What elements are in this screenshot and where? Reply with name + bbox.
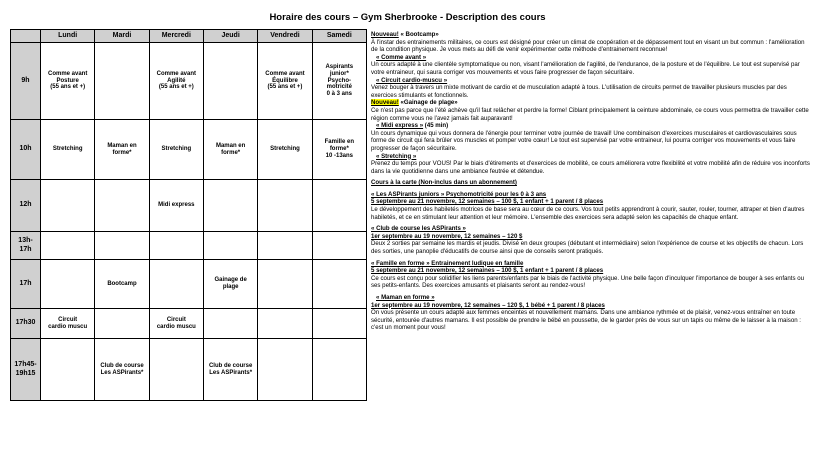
midi-duration: (45 min)	[423, 122, 449, 130]
class-cell	[41, 260, 95, 309]
class-cell: Comme avant Agilité (55 ans et +)	[149, 43, 203, 120]
page-title: Horaire des cours – Gym Sherbrooke - Description des cours	[269, 12, 546, 23]
gainage-text: Ce n'est pas parce que l'été achève qu'il faut relâcher et perdre la forme! Ciblant principalement la ceinture abdominale, ce cours vous permettra de travailler cette région comme vous ne l'avez jamais fait auparavant!	[371, 106, 809, 122]
bootcamp-text: À l'instar des entrainements militaires, ce cours est désigné pour créer un climat de coopération et de dépassement tout en visant un but commun : l'amélioration de la condition physique. Je vous mets au défi de venir expérimenter cette méthode d'entrainement reconnue!	[371, 38, 805, 54]
class-cell	[258, 260, 312, 309]
time-cell: 10h	[11, 120, 41, 180]
gainage-heading	[371, 99, 811, 107]
time-cell: 17h30	[11, 309, 41, 339]
circuit-title: « Circuit cardio-muscu »	[376, 76, 448, 84]
class-cell	[203, 309, 257, 339]
schedule-row	[11, 309, 367, 339]
schedule-row	[11, 339, 367, 401]
gainage-title: «Gainage de plage»	[398, 99, 458, 107]
class-cell	[41, 339, 95, 401]
time-cell: 17h45- 19h15	[11, 339, 41, 401]
famille-title: « Famille en forme » Entrainement ludique en famille	[371, 259, 524, 267]
class-cell: Club de course Les ASPirants*	[95, 339, 149, 401]
time-cell: 9h	[11, 43, 41, 120]
schedule-table	[10, 29, 367, 401]
asp-junior-title: « Les ASPirants juniors » Psychomotricité pour les 0 à 3 ans	[371, 190, 547, 198]
class-cell: Comme avant Posture (55 ans et +)	[41, 43, 95, 120]
bootcamp-heading	[371, 31, 811, 39]
famille-text: Ce cours est conçu pour solidifier les liens parents/enfants par le biais de l'activité physique. Une belle façon d'inculquer l'importance de bouger à ses enfants ou ses petits-enfants. Des exercices amusants et plaisants seront au rendez-vous!	[371, 274, 805, 290]
stretching-title: « Stretching »	[376, 152, 417, 160]
course-descriptions	[371, 31, 811, 332]
class-cell: Club de course Les ASPirants*	[203, 339, 257, 401]
schedule-row	[11, 43, 367, 120]
class-cell	[312, 232, 366, 260]
class-cell	[258, 232, 312, 260]
class-cell: Stretching	[149, 120, 203, 180]
club-title: « Club de course les ASPirants »	[371, 225, 466, 233]
asp-junior-dates: 5 septembre au 21 novembre, 12 semaines – 100 $, 1 enfant + 1 parent / 8 places	[371, 198, 604, 206]
class-cell	[41, 180, 95, 232]
day-header: Samedi	[312, 30, 366, 43]
time-cell: 13h- 17h	[11, 232, 41, 260]
day-header: Jeudi	[203, 30, 257, 43]
midi-heading	[371, 122, 811, 130]
class-cell	[149, 260, 203, 309]
famille-dates: 5 septembre au 21 novembre, 12 semaines – 100 $, 1 enfant + 1 parent / 8 places	[371, 267, 604, 275]
class-cell	[95, 180, 149, 232]
club-text: Deux 2 sorties par semaine les mardis et jeudis. Divisé en deux groupes (débutant et intermédiaire) selon l'expérience de course et les objectifs de chacun. Lors des sorties, une panoplie d'éducatifs de course ainsi que de conseils seront pratiqués.	[371, 240, 804, 256]
class-cell	[312, 260, 366, 309]
class-cell: Circuit cardio muscu	[149, 309, 203, 339]
class-cell	[203, 43, 257, 120]
class-cell	[203, 180, 257, 232]
day-header: Mardi	[95, 30, 149, 43]
class-cell: Midi express	[149, 180, 203, 232]
maman-title: « Maman en forme »	[376, 294, 435, 301]
schedule-row	[11, 232, 367, 260]
club-dates: 1er septembre au 19 novembre, 12 semaines – 120 $	[371, 232, 523, 240]
class-cell: Bootcamp	[95, 260, 149, 309]
comme-avant-text: Un cours adapté à une clientèle symptomatique ou non, visant l'amélioration de l'agilité, de l'endurance, de la posture et de l'équilibre. Le tout est supervisé par votre entraineur, qui saura corriger vos mouvements et vous faire progresser de façon sécuritaire.	[371, 61, 800, 76]
class-cell	[149, 339, 203, 401]
class-cell	[312, 180, 366, 232]
class-cell: Aspirants junior* Psycho- motricité 0 à 3 ans	[312, 43, 366, 120]
time-cell: 17h	[11, 260, 41, 309]
new-label: Nouveau!	[371, 31, 399, 38]
time-cell: 12h	[11, 180, 41, 232]
class-cell: Circuit cardio muscu	[41, 309, 95, 339]
class-cell: Gainage de plage	[203, 260, 257, 309]
maman-text: On vous présente un cours adapté aux femmes enceintes et nouvellement mamans. Dans une ambiance rythmée et de plaisir, venez-vous entraîner en toute sécurité, entourée d'autres mamans. Il est possible de prendre le bébé en poussette, de le garder près de vous sur un tapis ou même de le laisser à la maison : c'est un moment pour vous!	[371, 309, 801, 332]
class-cell: Stretching	[258, 120, 312, 180]
asp-junior-text: Le développement des habiletés motrices de base sera au cœur de ce cours. Vos tout petits apprendront à courir, sauter, rouler, tourner, attraper et bien d'autres habiletés, et ce en stimulant leur attention et leur mémoire. L'ensemble des exercices sera adapté selon les capacités de chaque enfant.	[371, 206, 805, 221]
stretching-text: Prenez du temps pour VOUS! Par le biais d'étirements et d'exercices de mobilité, ce cours améliorera votre flexibilité et votre mobilité afin de réduire vos inconforts dans la vie quotidienne dans une ambiance feutrée et détendue.	[371, 160, 810, 175]
class-cell	[203, 232, 257, 260]
class-cell	[312, 339, 366, 401]
class-cell: Famille en forme* 10 -13ans	[312, 120, 366, 180]
circuit-text: Venez bouger à travers un mixte motivant de cardio et de musculation adapté à tous. L'utilisation de circuits permet de travailler plusieurs muscles par des exercices stimulants et fonctionnels.	[371, 84, 787, 99]
schedule-row	[11, 260, 367, 309]
class-cell	[95, 232, 149, 260]
new-label: Nouveau!	[371, 99, 399, 107]
class-cell: Stretching	[41, 120, 95, 180]
midi-text: Un cours dynamique qui vous donnera de l'énergie pour terminer votre journée de travail! Une combinaison d'exercices musculaires et cardiovasculaires sous forme de circuit qui fera brûler vos muscles et pomper votre cœur! Le tout est supervisé par votre entraineur, lui pourra corriger vos mouvements et vous faire progresser de façon sécuritaire.	[371, 129, 797, 152]
day-header: Mercredi	[149, 30, 203, 43]
class-cell: Comme avant Équilibre (55 ans et +)	[258, 43, 312, 120]
midi-title: « Midi express »	[376, 122, 424, 130]
class-cell	[41, 232, 95, 260]
day-header: Vendredi	[258, 30, 312, 43]
schedule-header-row	[11, 30, 367, 43]
class-cell	[258, 339, 312, 401]
class-cell	[95, 309, 149, 339]
day-header: Lundi	[41, 30, 95, 43]
bootcamp-title: « Bootcamp»	[398, 31, 439, 38]
carte-heading: Cours à la carte (Non-inclus dans un abonnement)	[371, 179, 517, 187]
class-cell: Maman en forme*	[95, 120, 149, 180]
class-cell	[312, 309, 366, 339]
class-cell	[258, 180, 312, 232]
class-cell: Maman en forme*	[203, 120, 257, 180]
schedule-row	[11, 180, 367, 232]
comme-avant-title: « Comme avant »	[376, 53, 427, 61]
class-cell	[95, 43, 149, 120]
schedule-row	[11, 120, 367, 180]
maman-dates: 1er septembre au 19 novembre, 12 semaines – 120 $, 1 bébé + 1 parent / 8 places	[371, 301, 605, 309]
class-cell	[149, 232, 203, 260]
class-cell	[258, 309, 312, 339]
corner-cell	[11, 30, 41, 43]
